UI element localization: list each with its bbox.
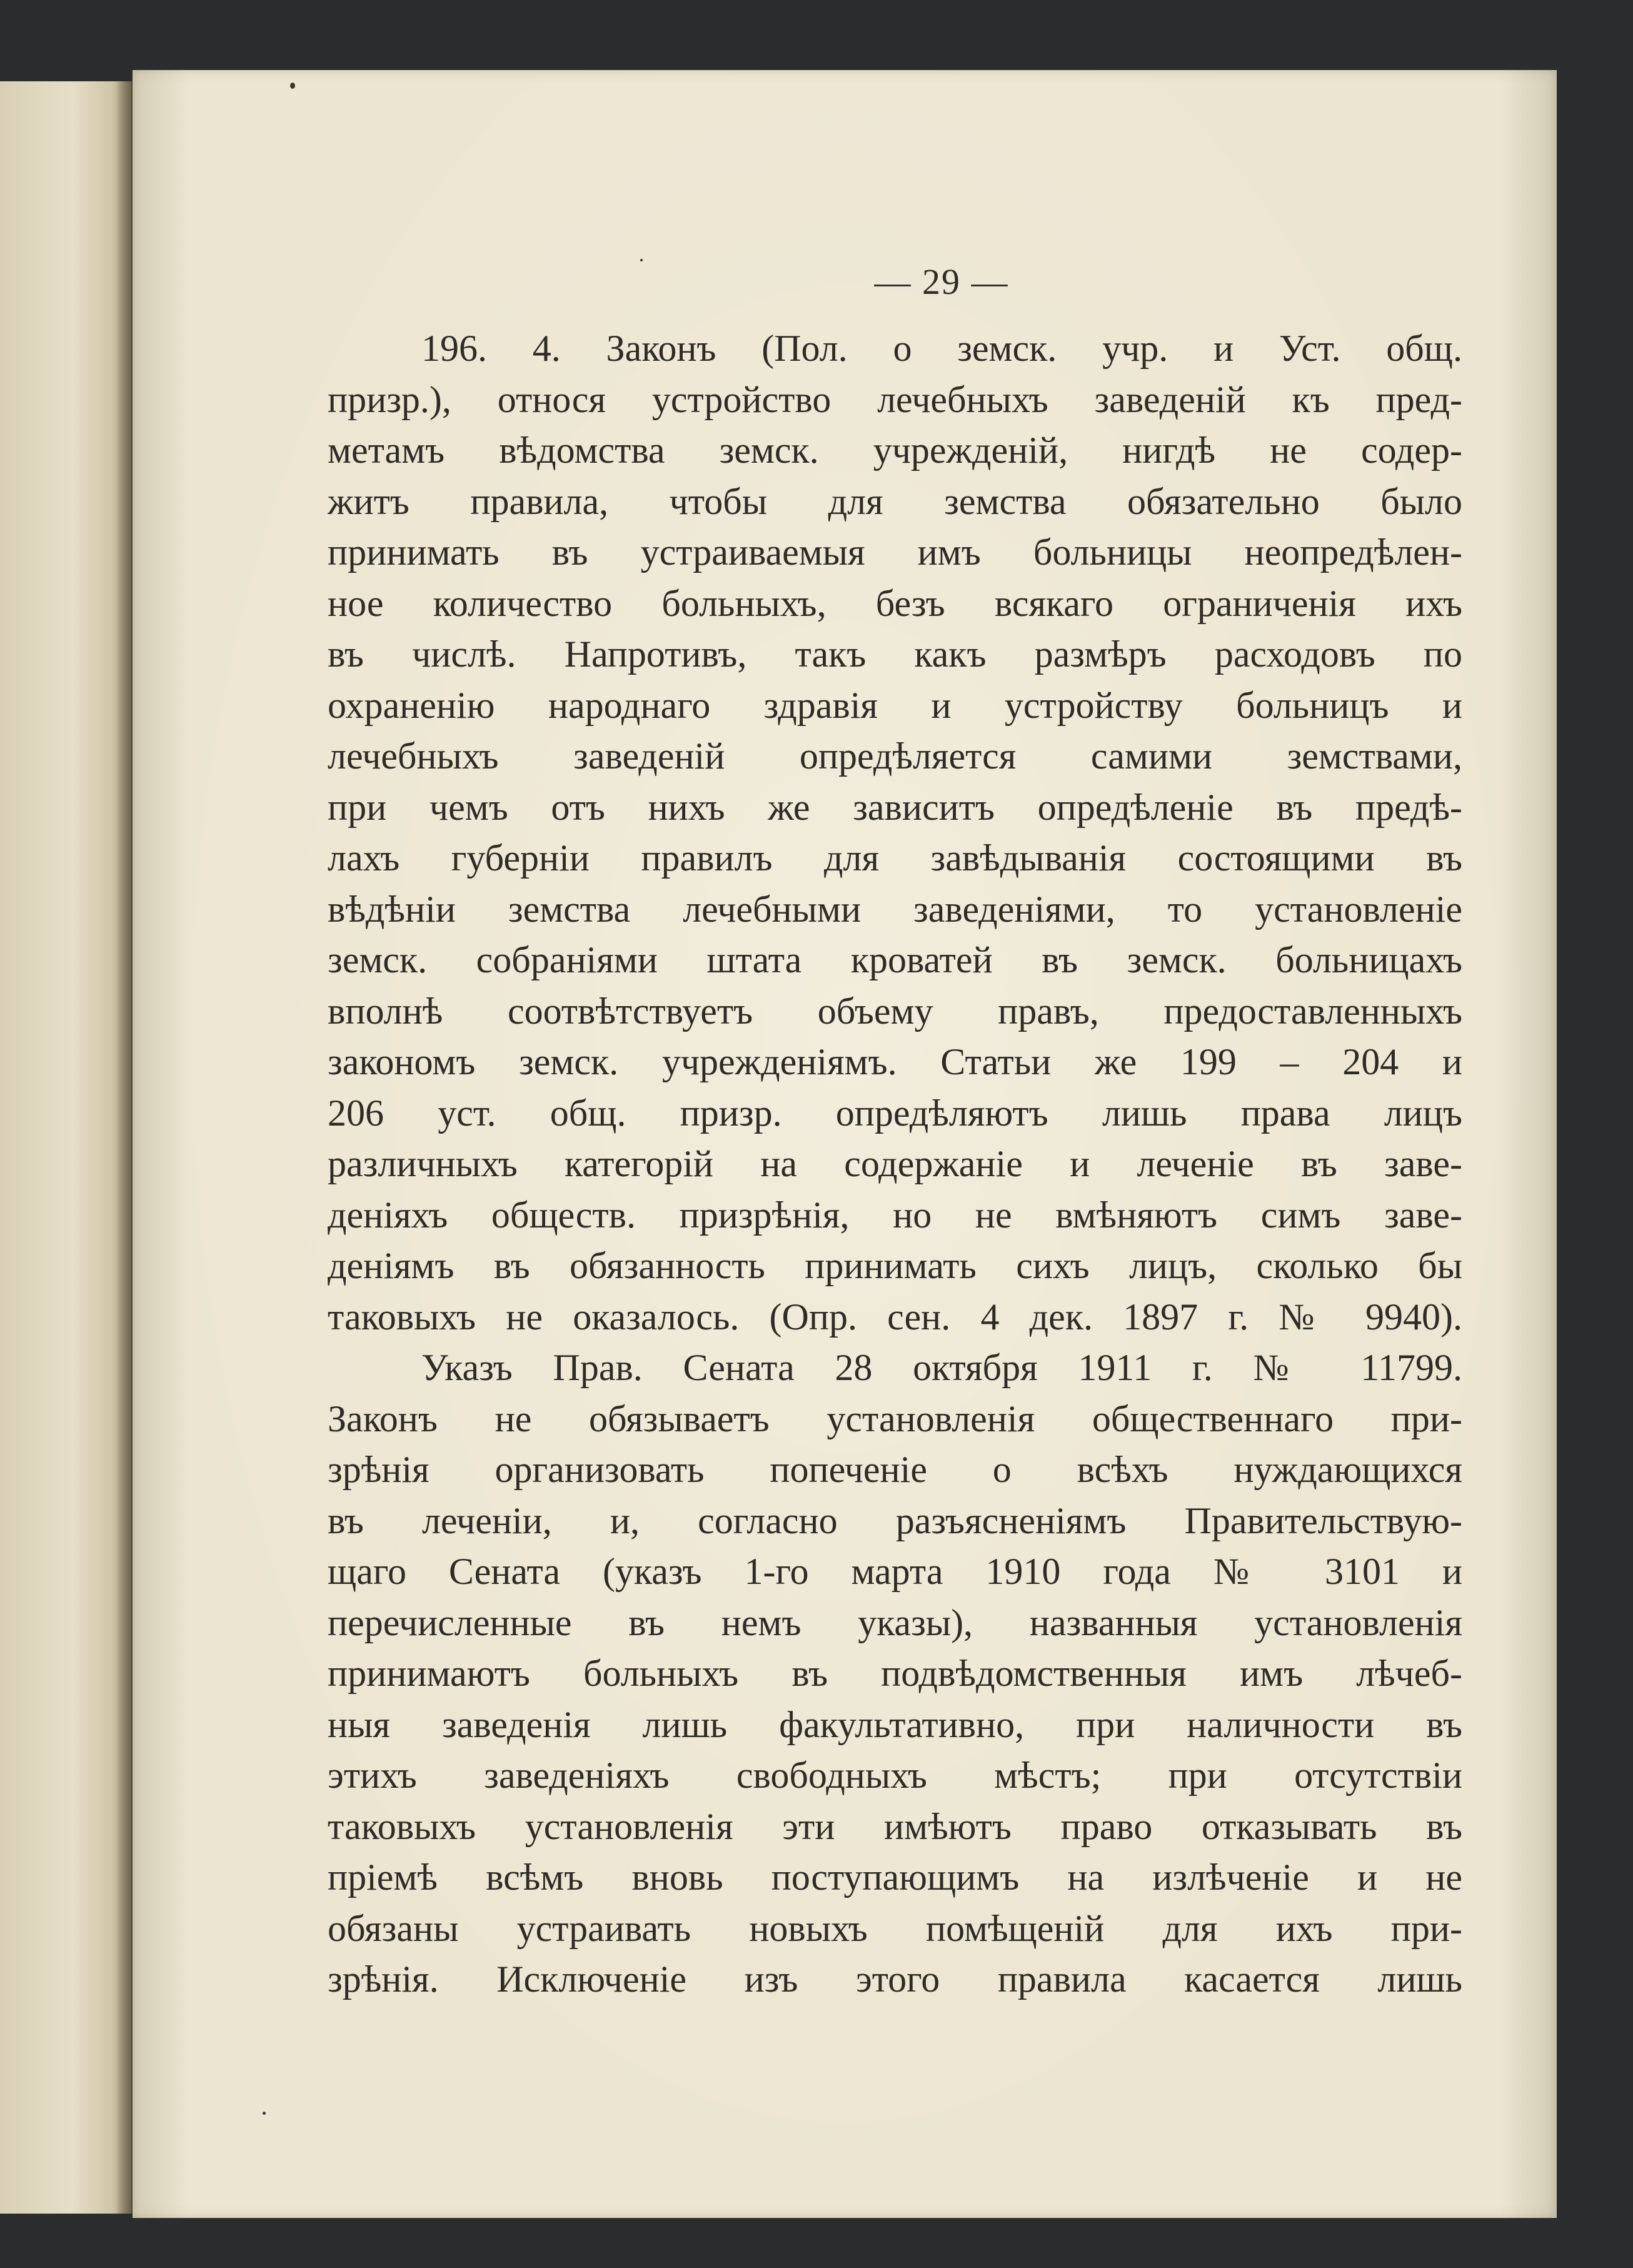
text-line: различныхъ категорій на содержаніе и леченіе въ заве- bbox=[328, 1143, 1462, 1184]
text-line: метамъ вѣдомства земск. учрежденій, нигдѣ не содер- bbox=[328, 430, 1462, 471]
ink-speck bbox=[263, 2112, 266, 2115]
text-line: щаго Сената (указъ 1-го марта 1910 года № 3101 и bbox=[328, 1551, 1462, 1592]
ink-speck bbox=[290, 83, 295, 89]
text-line: охраненію народнаго здравія и устройству больницъ и bbox=[328, 684, 1462, 726]
text-line: Законъ не обязываетъ установленія общественнаго при- bbox=[328, 1398, 1462, 1439]
text-line: ныя заведенія лишь факультативно, при наличности въ bbox=[328, 1703, 1462, 1745]
text-line: 196. 4. Законъ (Пол. о земск. учр. и Уст. общ. bbox=[421, 328, 1462, 369]
text-line: деніямъ въ обязанность принимать сихъ лицъ, сколько бы bbox=[328, 1245, 1462, 1286]
text-line: въ числѣ. Напротивъ, такъ какъ размѣръ расходовъ по bbox=[328, 633, 1462, 675]
text-line: обязаны устраивать новыхъ помѣщеній для ихъ при- bbox=[328, 1907, 1462, 1949]
text-line: принимать въ устраиваемыя имъ больницы неопредѣлен- bbox=[328, 532, 1462, 573]
text-line: лахъ губерніи правилъ для завѣдыванія состоящими въ bbox=[328, 837, 1462, 879]
text-line: въ леченіи, и, согласно разъясненіямъ Правительствую- bbox=[328, 1499, 1462, 1541]
text-line: житъ правила, чтобы для земства обязательно было bbox=[328, 480, 1462, 522]
text-line: таковыхъ установленія эти имѣютъ право отказывать въ bbox=[328, 1805, 1462, 1847]
text-line: зрѣнія. Исключеніе изъ этого правила касается лишь bbox=[328, 1958, 1462, 2000]
text-line: вполнѣ соотвѣтствуетъ объему правъ, предоставленныхъ bbox=[328, 990, 1462, 1032]
body-text bbox=[328, 323, 1462, 2005]
book-page bbox=[133, 70, 1557, 2218]
text-line: этихъ заведеніяхъ свободныхъ мѣстъ; при отсутствіи bbox=[328, 1755, 1462, 1796]
text-line: Указъ Прав. Сената 28 октября 1911 г. № 11799. bbox=[421, 1347, 1462, 1388]
text-line: при чемъ отъ нихъ же зависитъ опредѣленіе въ предѣ- bbox=[328, 786, 1462, 828]
facing-page-edge bbox=[0, 81, 131, 2214]
text-line: зрѣнія организовать попеченіе о всѣхъ нуждающихся bbox=[328, 1449, 1462, 1490]
text-line: лечебныхъ заведеній опредѣляется самими земствами, bbox=[328, 735, 1462, 777]
text-line: земск. собраніями штата кроватей въ земск. больницахъ bbox=[328, 939, 1462, 980]
text-line: 206 уст. общ. призр. опредѣляютъ лишь права лицъ bbox=[328, 1092, 1462, 1134]
text-line: вѣдѣніи земства лечебными заведеніями, то установленіе bbox=[328, 888, 1462, 930]
text-line: закономъ земск. учрежденіямъ. Статьи же 199 – 204 и bbox=[328, 1041, 1462, 1082]
text-line: деніяхъ обществ. призрѣнія, но не вмѣняютъ симъ заве- bbox=[328, 1194, 1462, 1236]
text-line: призр.), относя устройство лечебныхъ заведеній къ пред- bbox=[328, 378, 1462, 420]
text-line: перечисленные въ немъ указы), названныя установленія bbox=[328, 1601, 1462, 1643]
text-line: ное количество больныхъ, безъ всякаго ограниченія ихъ bbox=[328, 582, 1462, 624]
page-number: — 29 — bbox=[874, 261, 1009, 302]
text-line: таковыхъ не оказалось. (Опр. сен. 4 дек. 1897 г. № 9940). bbox=[328, 1296, 1462, 1338]
text-line: принимаютъ больныхъ въ подвѣдомственныя имъ лѣчеб- bbox=[328, 1653, 1462, 1694]
text-line: пріемѣ всѣмъ вновь поступающимъ на излѣченіе и не bbox=[328, 1857, 1462, 1898]
